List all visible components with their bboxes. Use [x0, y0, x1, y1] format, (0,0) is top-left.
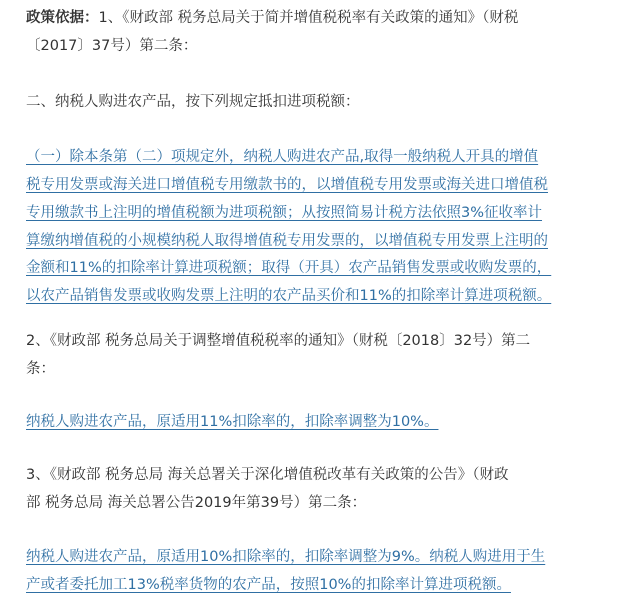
section-two-heading: 二、纳税人购进农产品，按下列规定抵扣进项税额：: [26, 94, 360, 110]
notice-2018-line-2: 条：: [26, 361, 55, 377]
policy-basis-line-1: [26, 8, 518, 28]
notice-2018-line-1: 2、《财政部 税务总局关于调整增值税税率的通知》（财税〔2018〕32号）第二: [26, 333, 531, 349]
rate-adjust-2019-line-1[interactable]: 纳税人购进农产品，原适用10%扣除率的，扣除率调整为9%。纳税人购进用于生: [26, 549, 546, 565]
clause-line-5[interactable]: 金额和11%的扣除率计算进项税额；取得（开具）农产品销售发票或收购发票的，: [26, 260, 552, 276]
policy-basis-text: 1、《财政部 税务总局关于简并增值税税率有关政策的通知》（财税: [98, 10, 519, 26]
clause-line-1[interactable]: （一）除本条第（二）项规定外，纳税人购进农产品,取得一般纳税人开具的增值: [26, 149, 539, 165]
rate-adjust-2018[interactable]: 纳税人购进农产品，原适用11%扣除率的，扣除率调整为10%。: [26, 414, 439, 430]
notice-2019-line-1: 3、《财政部 税务总局 海关总署关于深化增值税改革有关政策的公告》（财政: [26, 467, 509, 483]
clause-line-2[interactable]: 税专用发票或海关进口增值税专用缴款书的，以增值税专用发票或海关进口增值税: [26, 177, 548, 193]
clause-line-4[interactable]: 算缴纳增值税的小规模纳税人取得增值税专用发票的，以增值税专用发票上注明的: [26, 233, 548, 249]
clause-line-3[interactable]: 专用缴款书上注明的增值税额为进项税额；从按照简易计税方法依照3%征收率计: [26, 205, 543, 221]
notice-2019-line-2: 部 税务总局 海关总署公告2019年第39号）第二条：: [26, 495, 367, 511]
policy-basis-line-2: 〔2017〕37号）第二条：: [26, 38, 198, 54]
policy-basis-heading: 政策依据：: [26, 10, 99, 26]
rate-adjust-2019-line-2[interactable]: 产或者委托加工13%税率货物的农产品，按照10%的扣除率计算进项税额。: [26, 577, 511, 593]
clause-line-6[interactable]: 以农产品销售发票或收购发票上注明的农产品买价和11%的扣除率计算进项税额。: [26, 288, 552, 304]
